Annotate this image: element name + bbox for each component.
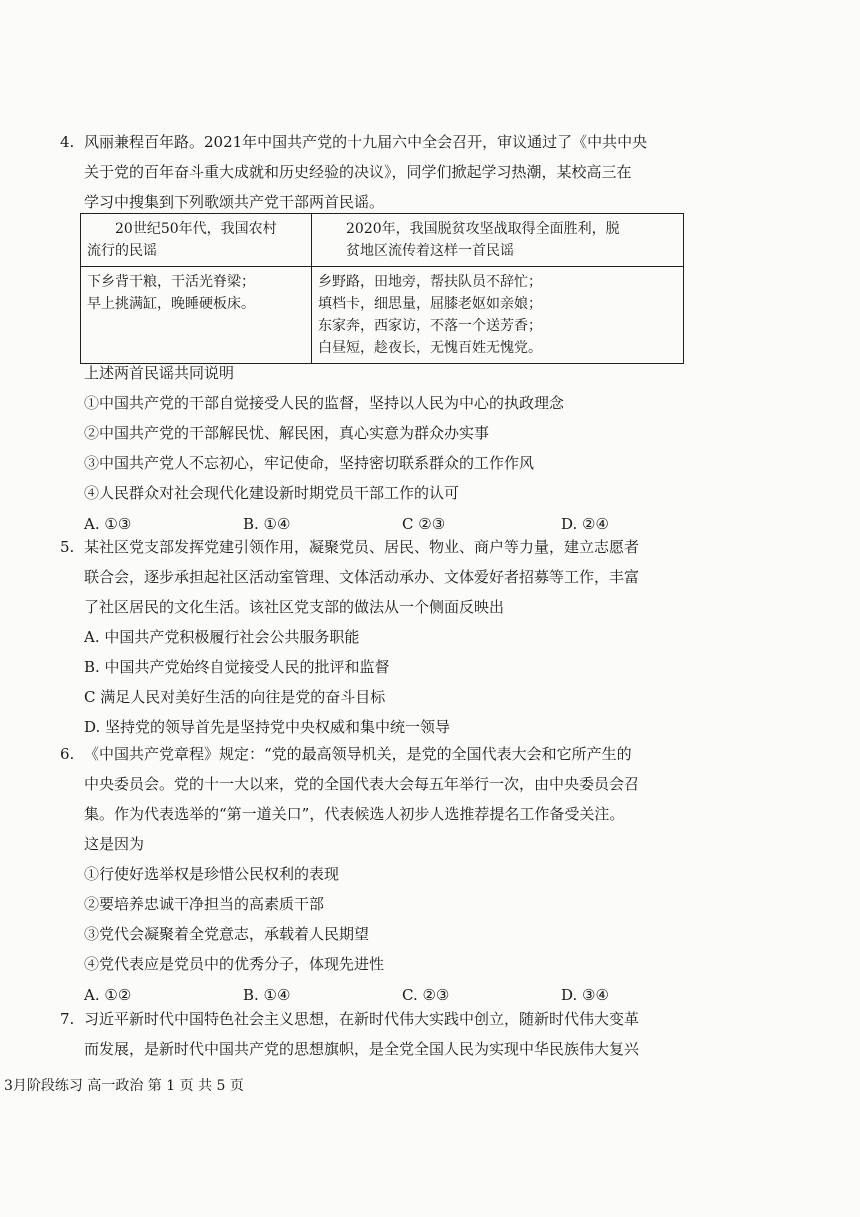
question-stem: 上述两首民谣共同说明 — [84, 364, 235, 382]
option-d: D. ②④ — [561, 515, 609, 533]
question-number: 7. — [60, 1010, 75, 1028]
option-a: A. ①② — [84, 986, 132, 1004]
question-text-line: 集。作为代表选举的“第一道关口”，代表候选人初步人选推荐提名工作备受关注。 — [84, 805, 625, 823]
statement: ①行使好选举权是珍惜公民权利的表现 — [84, 865, 340, 883]
option-c: C 满足人民对美好生活的向往是党的奋斗目标 — [84, 688, 386, 706]
question-6 — [60, 739, 720, 1011]
table-header-cell: 20世纪50年代，我国农村 流行的民谣 — [81, 214, 312, 267]
statement: ③中国共产党人不忘初心，牢记使命，坚持密切联系群众的工作作风 — [84, 454, 535, 472]
question-text-line: 风丽兼程百年路。2021年中国共产党的十九届六中全会召开，审议通过了《中共中央 — [84, 133, 648, 151]
question-text-line: 《中国共产党章程》规定：“党的最高领导机关，是党的全国代表大会和它所产生的 — [84, 745, 632, 763]
option-b: B. ①④ — [243, 986, 291, 1004]
page-footer: 3月阶段练习 高一政治 第 1 页 共 5 页 — [4, 1078, 244, 1094]
question-number: 5. — [60, 538, 75, 556]
question-text-line: 学习中搜集到下列歌颂共产党干部两首民谣。 — [84, 193, 385, 211]
table-row — [81, 267, 684, 364]
question-5 — [60, 532, 720, 742]
question-text-line: 习近平新时代中国特色社会主义思想，在新时代伟大实践中创立，随新时代伟大变革 — [84, 1010, 640, 1028]
option-d: D. ③④ — [561, 986, 609, 1004]
table-cell: 下乡背干粮，干活光脊梁； 早上挑满缸，晚睡硬板床。 — [81, 267, 312, 364]
question-text-line: 中央委员会。党的十一大以来，党的全国代表大会每五年举行一次，由中央委员会召 — [84, 775, 640, 793]
statement: ②中国共产党的干部解民忧、解民困，真心实意为群众办实事 — [84, 424, 490, 442]
option-c: C ②③ — [402, 515, 446, 533]
option-b: B. ①④ — [243, 515, 291, 533]
folk-song-table — [80, 213, 684, 364]
table-cell: 乡野路，田地旁，帮扶队员不辞忙； 填档卡，细思量，屈膝老妪如亲娘； 东家奔，西家访，不落一个送芳香； 白昼短，趁夜长，无愧百姓无愧党。 — [312, 267, 684, 364]
question-text-line: 联合会，逐步承担起社区活动室管理、文体活动承办、文体爱好者招募等工作，丰富 — [84, 568, 640, 586]
option-b: B. 中国共产党始终自觉接受人民的批评和监督 — [84, 658, 390, 676]
table-header-cell: 2020年，我国脱贫攻坚战取得全面胜利，脱 贫地区流传着这样一首民谣 — [312, 214, 684, 267]
question-text-line: 关于党的百年奋斗重大成就和历史经验的决议》，同学们掀起学习热潮，某校高三在 — [84, 163, 632, 181]
question-4-stem — [60, 358, 720, 540]
option-c: C. ②③ — [402, 986, 450, 1004]
question-text-line: 了社区居民的文化生活。该社区党支部的做法从一个侧面反映出 — [84, 598, 505, 616]
option-a: A. ①③ — [84, 515, 132, 533]
question-number: 4. — [60, 133, 75, 151]
question-4 — [60, 127, 720, 217]
question-number: 6. — [60, 745, 75, 763]
question-text-line: 某社区党支部发挥党建引领作用，凝聚党员、居民、物业、商户等力量，建立志愿者 — [84, 538, 640, 556]
statement: ④党代表应是党员中的优秀分子，体现先进性 — [84, 955, 385, 973]
option-d: D. 坚持党的领导首先是坚持党中央权威和集中统一领导 — [84, 718, 451, 736]
option-a: A. 中国共产党积极履行社会公共服务职能 — [84, 628, 360, 646]
statement: ④人民群众对社会现代化建设新时期党员干部工作的认可 — [84, 484, 460, 502]
statement: ③党代会凝聚着全党意志，承载着人民期望 — [84, 925, 370, 943]
question-text-line: 这是因为 — [84, 835, 145, 853]
table-header-row — [81, 214, 684, 267]
statement: ①中国共产党的干部自觉接受人民的监督，坚持以人民为中心的执政理念 — [84, 394, 565, 412]
question-7 — [60, 1004, 720, 1064]
statement: ②要培养忠诚干净担当的高素质干部 — [84, 895, 325, 913]
question-text-line: 而发展，是新时代中国共产党的思想旗帜，是全党全国人民为实现中华民族伟大复兴 — [84, 1040, 640, 1058]
